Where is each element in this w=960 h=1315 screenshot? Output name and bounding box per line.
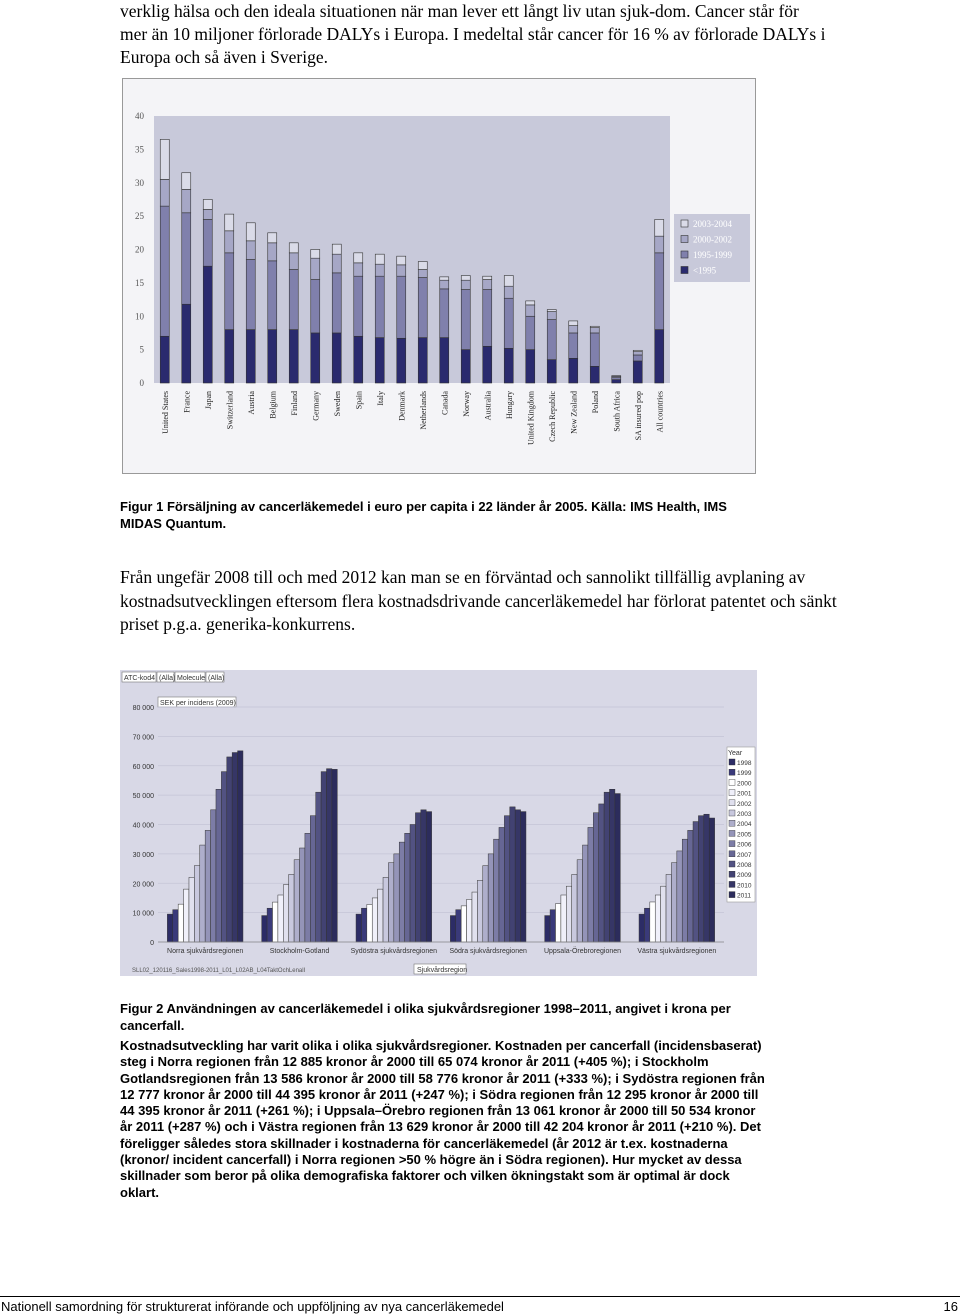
chart-2-legend-year: 2011 [737, 892, 751, 900]
chart-1-bar-finland-2003-2004 [289, 243, 298, 253]
chart-1-x-label: South Africa [612, 391, 622, 432]
chart-2-bar-uppsala-örebroregionen-2006 [588, 827, 593, 942]
chart-1-bar-all-countries-2003-2004 [655, 219, 664, 236]
chart-2-source: SLL02_120116_Sales1998-2011_L01_L02AB_L04TaktOchLenalI [132, 968, 306, 974]
chart-2-bar-sydöstra-sjukvårdsregionen-2006 [399, 842, 404, 942]
chart-2-y-tick: 40 000 [132, 822, 154, 830]
chart-1-bar-france-1995-1999 [182, 213, 191, 304]
chart-2-legend-swatch [729, 871, 735, 877]
chart-1-bar-austria-2003-2004 [246, 223, 255, 241]
chart-1-bar-hungary-2003-2004 [504, 276, 513, 287]
chart-1-bar-new-zealand-2003-2004 [569, 321, 578, 326]
chart-2-legend-swatch [729, 861, 735, 867]
chart-1-y-tick: 35 [135, 144, 144, 155]
chart-2-bar-södra-sjukvårdsregionen-1998 [450, 916, 455, 942]
chart-1-bar-spain-1995 [354, 336, 363, 383]
cost-paragraph [120, 1038, 770, 1201]
chart-2-bar-uppsala-örebroregionen-2010 [610, 789, 615, 942]
chart-2-bar-södra-sjukvårdsregionen-2001 [467, 899, 472, 942]
chart-1-legend-swatch [681, 236, 688, 243]
chart-2-bar-norra-sjukvårdsregionen-2011 [238, 751, 243, 942]
chart-2-bar-stockholm-gotland-2007 [310, 816, 315, 942]
chart-2-bar-uppsala-örebroregionen-2008 [599, 804, 604, 942]
chart-2-bar-uppsala-örebroregionen-2000 [556, 904, 561, 942]
figure-2-caption: Figur 2 Användningen av cancerläkemedel i olika sjukvårdsregioner 1998–2011, angivet i krona per cancerfall. [120, 1001, 731, 1033]
chart-2-bar-södra-sjukvårdsregionen-1999 [456, 910, 461, 942]
chart-1-y-tick: 10 [135, 311, 144, 322]
chart-1-legend-swatch [681, 251, 688, 258]
chart-1-bar-austria-2000-2002 [246, 241, 255, 260]
chart-1-x-label: Norway [461, 391, 471, 417]
chart-1-legend-swatch [681, 267, 688, 274]
figure-2 [120, 670, 757, 976]
chart-2-legend-swatch [729, 790, 735, 796]
figure-1 [122, 78, 756, 474]
cost-body: Kostnaden per cancerfall (incidensbaserat) steg i Norra regionen från 12 885 kronor år 2000 till 65 074 kronor år 2011 (+405 %); i Stockholm Gotlandsregionen från 13 586 kronor år 2000 till 58 776 kronor år 2011 (+333 %); i Sydöstra regionen från 12 777 kronor år 2000 till 44 395 kronor år 2011 (+247 %); i Södra regionen från 12 295 kronor år 2000 till 44 395 kronor år 2011 (+261 %); i Uppsala–Örebro regionen från 13 061 kronor år 2000 till 50 534 kronor år 2011 (+287 %) och i Västra regionen från 13 629 kronor år 2000 till 42 204 kronor år 2011 (+210 %). Det föreligger således stora skillnader i kostnaderna för cancerläkemedel (år 2012 är t.ex. kostnaderna (kronor/ incident cancerfall) i Norra regionen >50 % högre än i Södra regionen). Hur mycket av dessa skillnader som beror på olika demografiska faktorer och vilken ökningstakt som är optimal är dock oklart. [120, 1038, 765, 1200]
chart-2-x-label: Norra sjukvårdsregionen [167, 948, 244, 955]
chart-2-bar-stockholm-gotland-2001 [278, 895, 283, 942]
chart-1-bar-spain-1995-1999 [354, 276, 363, 336]
chart-1-x-label: Czech Republic [547, 391, 557, 442]
chart-2-legend-year: 2003 [737, 811, 752, 818]
chart-1-x-label: United Kingdom [526, 391, 536, 445]
chart-2-bar-södra-sjukvårdsregionen-2011 [521, 812, 526, 942]
chart-1-bar-australia-2003-2004 [483, 276, 492, 279]
chart-1-bar-hungary-1995 [504, 348, 513, 383]
chart-1-bar-sa-insured-pop-2000-2002 [633, 352, 642, 355]
chart-1-bar-hungary-1995-1999 [504, 298, 513, 348]
chart-1-legend-label: 2003-2004 [693, 219, 732, 229]
chart-1-bar-italy-2003-2004 [375, 254, 384, 264]
chart-2-molecule-label: Molecule [177, 675, 206, 682]
chart-2-molecule-value: (Alla) [208, 675, 225, 682]
chart-2-bar-södra-sjukvårdsregionen-2010 [515, 810, 520, 942]
chart-2-legend-swatch [729, 830, 735, 836]
chart-2-bar-norra-sjukvårdsregionen-2001 [184, 889, 189, 942]
chart-2-bar-sydöstra-sjukvårdsregionen-2004 [388, 863, 393, 942]
chart-1-bar-united-kingdom-2000-2002 [526, 305, 535, 316]
chart-1-bar-sa-insured-pop-2003-2004 [633, 350, 642, 351]
cost-heading: Kostnadsutveckling har varit olika i olika sjukvårdsregioner. [120, 1038, 492, 1053]
chart-2-bar-västra-sjukvårdsregionen-2010 [704, 814, 709, 942]
chart-1-bar-new-zealand-1995-1999 [569, 333, 578, 358]
chart-1-bar-australia-2000-2002 [483, 280, 492, 290]
chart-1-bar-australia-1995-1999 [483, 290, 492, 347]
chart-2-bar-västra-sjukvårdsregionen-2006 [682, 839, 687, 942]
chart-1-bar-united-states-1995-1999 [160, 206, 169, 336]
chart-2-bar-västra-sjukvårdsregionen-2001 [655, 895, 660, 942]
chart-2-bar-sydöstra-sjukvårdsregionen-2000 [367, 904, 372, 942]
chart-1-bar-germany-1995-1999 [311, 280, 320, 333]
chart-1-legend-label: 2000-2002 [693, 234, 732, 245]
chart-2-y-tick: 0 [150, 940, 154, 947]
chart-1-x-label: All countries [655, 391, 665, 433]
chart-1-x-label: Hungary [504, 391, 514, 419]
chart-2-bar-södra-sjukvårdsregionen-2003 [477, 880, 482, 942]
chart-2-bar-västra-sjukvårdsregionen-2007 [688, 830, 693, 942]
chart-1-x-label: Netherlands [418, 391, 428, 430]
chart-1-bar-canada-2000-2002 [440, 280, 449, 289]
chart-2-legend-year: 1998 [737, 760, 752, 767]
chart-2-bar-norra-sjukvårdsregionen-2006 [211, 810, 216, 942]
chart-2-bar-västra-sjukvårdsregionen-2008 [693, 822, 698, 942]
chart-2-bar-södra-sjukvårdsregionen-2004 [483, 866, 488, 942]
chart-1-x-label: SA insured pop [633, 391, 643, 441]
chart-1-x-label: Sweden [332, 391, 342, 417]
chart-1-bar-canada-1995 [440, 338, 449, 383]
chart-2-bar-västra-sjukvårdsregionen-2002 [661, 886, 666, 942]
chart-1-bar-spain-2003-2004 [354, 253, 363, 263]
chart-2-legend-year: 2007 [737, 851, 752, 859]
footer-text: Nationell samordning för strukturerat införande och uppföljning av nya cancerläkemedel [1, 1299, 504, 1314]
chart-1-bar-italy-1995 [375, 338, 384, 383]
chart-2-x-label: Stockholm-Gotland [269, 948, 330, 955]
chart-2-legend-year: 2000 [737, 780, 752, 788]
chart-2-bar-sydöstra-sjukvårdsregionen-2001 [372, 898, 377, 942]
chart-2-bar-sydöstra-sjukvårdsregionen-2010 [421, 810, 426, 942]
chart-1-x-label: Australia [483, 391, 493, 421]
chart-1-x-label: Denmark [397, 391, 407, 421]
chart-1-y-tick: 40 [135, 111, 144, 121]
chart-2-legend-swatch [729, 892, 735, 898]
chart-2-bar-västra-sjukvårdsregionen-1999 [644, 908, 649, 942]
chart-2-bar-stockholm-gotland-2009 [321, 772, 326, 942]
chart-1-bar-denmark-1995-1999 [397, 276, 406, 338]
chart-1-bar-switzerland-2000-2002 [225, 231, 234, 253]
chart-1-bar-czech-republic-2000-2002 [547, 312, 556, 320]
chart-1-bar-germany-2000-2002 [311, 258, 320, 279]
chart-2-bar-stockholm-gotland-2003 [289, 874, 294, 942]
chart-1-x-label: Germany [311, 391, 321, 421]
chart-1-bar-united-states-2000-2002 [160, 179, 169, 206]
chart-1-x-label: Poland [590, 391, 600, 414]
chart-1-bar-canada-2003-2004 [440, 277, 449, 280]
chart-1-bar-united-kingdom-1995-1999 [526, 316, 535, 349]
chart-2-bar-västra-sjukvårdsregionen-2000 [650, 902, 655, 942]
chart-2-bar-norra-sjukvårdsregionen-2002 [189, 877, 194, 942]
chart-2-legend-swatch [729, 810, 735, 816]
figure-1-caption: Figur 1 Försäljning av cancerläkemedel i euro per capita i 22 länder år 2005. Källa: IMS Health, IMS MIDAS Quantum. [120, 499, 727, 531]
chart-2-bar-stockholm-gotland-2002 [283, 885, 288, 942]
chart-1-x-label: Italy [375, 391, 385, 406]
chart-1-bar-germany-2003-2004 [311, 250, 320, 259]
chart-1-bar-finland-1995-1999 [289, 270, 298, 330]
chart-2-y-tick: 30 000 [132, 851, 154, 859]
chart-2-bar-södra-sjukvårdsregionen-2000 [461, 906, 466, 942]
chart-1-bar-sweden-1995-1999 [332, 273, 341, 333]
chart-2-bar-stockholm-gotland-2010 [327, 769, 332, 942]
chart-2-bar-stockholm-gotland-2000 [273, 902, 278, 942]
chart-2-bar-sydöstra-sjukvårdsregionen-2011 [426, 812, 431, 942]
chart-1-legend-swatch [681, 220, 688, 227]
page-number: 16 [943, 1299, 958, 1314]
chart-2-legend-year: 2002 [737, 800, 752, 808]
chart-1-x-label: Spain [354, 391, 364, 410]
chart-1-bar-japan-2000-2002 [203, 209, 212, 219]
chart-1-x-label: Belgium [268, 391, 278, 419]
chart-1-bar-united-kingdom-2003-2004 [526, 301, 535, 305]
chart-1-bar-poland-2003-2004 [590, 326, 599, 327]
chart-2-bar-uppsala-örebroregionen-2005 [583, 845, 588, 942]
chart-1-bar-denmark-1995 [397, 338, 406, 383]
chart-1-bar-italy-1995-1999 [375, 276, 384, 337]
chart-1-y-tick: 0 [139, 378, 144, 388]
chart-2-legend-swatch [729, 769, 735, 775]
chart-1-bar-canada-1995-1999 [440, 289, 449, 338]
chart-1-bar-all-countries-2000-2002 [655, 236, 664, 253]
chart-1-bar-belgium-2000-2002 [268, 243, 277, 261]
chart-2-bar-uppsala-örebroregionen-2003 [572, 874, 577, 942]
chart-1-bar-sweden-2003-2004 [332, 244, 341, 254]
chart-1-bar-south-africa-1995 [612, 380, 621, 383]
chart-1-y-tick: 30 [135, 177, 144, 188]
chart-2-bar-uppsala-örebroregionen-2002 [566, 886, 571, 942]
chart-1-bar-czech-republic-1995-1999 [547, 320, 556, 360]
chart-2-bar-stockholm-gotland-2011 [332, 769, 337, 942]
chart-2-legend-year: 2010 [737, 882, 752, 890]
chart-2-legend-year: 2009 [737, 872, 752, 880]
middle-paragraph: Från ungefär 2008 till och med 2012 kan man se en förväntad och sannolikt tillfällig avplaning av kostnadsutvecklingen eftersom flera kostnadsdrivande cancerläkemedel har förlorat patentet och sänkt priset p.g.a. generika-konkurrens. [120, 567, 837, 634]
figure-1-chart [122, 78, 756, 474]
chart-2-bar-södra-sjukvårdsregionen-2008 [504, 816, 509, 942]
chart-2-bar-norra-sjukvårdsregionen-2010 [232, 753, 237, 942]
chart-2-bar-södra-sjukvårdsregionen-2002 [472, 892, 477, 942]
chart-2-bar-norra-sjukvårdsregionen-1999 [173, 910, 178, 942]
chart-1-x-label: Switzerland [225, 391, 235, 430]
chart-2-legend-year: 2008 [737, 862, 752, 869]
chart-2-bar-sydöstra-sjukvårdsregionen-2005 [394, 854, 399, 942]
chart-1-bar-australia-1995 [483, 346, 492, 383]
chart-2-bar-norra-sjukvårdsregionen-2007 [216, 789, 221, 942]
chart-1-bar-czech-republic-2003-2004 [547, 310, 556, 312]
chart-1-x-label: France [182, 391, 192, 413]
chart-1-bar-switzerland-1995-1999 [225, 253, 234, 330]
chart-2-bar-sydöstra-sjukvårdsregionen-2003 [383, 877, 388, 942]
chart-1-bar-france-2003-2004 [182, 173, 191, 190]
chart-1-bar-netherlands-2003-2004 [418, 262, 427, 270]
chart-1-bar-finland-1995 [289, 330, 298, 383]
chart-1-bar-new-zealand-1995 [569, 358, 578, 383]
chart-1-bar-czech-republic-1995 [547, 360, 556, 383]
chart-1-bar-germany-1995 [311, 333, 320, 383]
chart-2-bar-norra-sjukvårdsregionen-2005 [205, 830, 210, 942]
chart-2-bar-uppsala-örebroregionen-2007 [593, 813, 598, 942]
chart-2-legend-year: 2005 [737, 831, 752, 839]
chart-1-bar-austria-1995 [246, 330, 255, 383]
chart-2-bar-södra-sjukvårdsregionen-2009 [510, 807, 515, 942]
chart-2-bar-sydöstra-sjukvårdsregionen-2008 [410, 825, 415, 943]
chart-2-legend-swatch [729, 881, 735, 887]
chart-2-bar-uppsala-örebroregionen-2009 [604, 792, 609, 942]
chart-2-x-field: Sjukvårdsregion [417, 967, 468, 974]
chart-1-bar-united-states-2003-2004 [160, 139, 169, 179]
chart-2-bar-södra-sjukvårdsregionen-2007 [499, 827, 504, 942]
chart-2-legend-swatch [729, 820, 735, 826]
chart-2-bar-uppsala-örebroregionen-1998 [545, 916, 550, 942]
chart-2-bar-norra-sjukvårdsregionen-1998 [167, 914, 172, 942]
chart-2-y-tick: 20 000 [132, 881, 154, 889]
chart-2-bar-norra-sjukvårdsregionen-2004 [200, 845, 205, 942]
chart-2-legend-swatch [729, 800, 735, 806]
chart-1-bar-united-kingdom-1995 [526, 350, 535, 383]
chart-1-bar-sweden-2000-2002 [332, 254, 341, 273]
chart-2-bar-uppsala-örebroregionen-2004 [577, 860, 582, 942]
chart-1-bar-denmark-2000-2002 [397, 265, 406, 276]
chart-1-x-label: Austria [246, 391, 256, 415]
chart-1-bar-new-zealand-2000-2002 [569, 326, 578, 333]
chart-1-bar-france-1995 [182, 304, 191, 383]
chart-1-bar-italy-2000-2002 [375, 264, 384, 276]
chart-1-y-tick: 25 [135, 211, 144, 222]
chart-1-bar-netherlands-1995 [418, 338, 427, 383]
chart-1-y-tick: 20 [135, 244, 144, 255]
chart-1-x-label: Finland [289, 391, 299, 416]
chart-1-bar-all-countries-1995 [655, 330, 664, 383]
chart-2-bar-norra-sjukvårdsregionen-2003 [194, 866, 199, 942]
chart-2-bar-stockholm-gotland-1999 [267, 908, 272, 942]
chart-1-legend-label: <1995 [693, 265, 717, 276]
chart-2-bar-västra-sjukvårdsregionen-2003 [666, 874, 671, 942]
chart-2-bar-stockholm-gotland-2008 [316, 792, 321, 942]
chart-1-bar-all-countries-1995-1999 [655, 253, 664, 330]
chart-1-bar-united-states-1995 [160, 336, 169, 383]
chart-1-bar-norway-2003-2004 [461, 276, 470, 281]
chart-2-bar-södra-sjukvårdsregionen-2005 [488, 854, 493, 942]
chart-2-bar-sydöstra-sjukvårdsregionen-2002 [378, 889, 383, 942]
chart-1-bar-hungary-2000-2002 [504, 286, 513, 298]
chart-2-y-tick: 70 000 [132, 734, 154, 742]
chart-1-bar-south-africa-1995-1999 [612, 378, 621, 380]
chart-1-bar-switzerland-1995 [225, 330, 234, 383]
chart-1-legend-label: 1995-1999 [693, 250, 732, 260]
chart-2-x-label: Uppsala-Örebroregionen [543, 948, 622, 955]
chart-1-y-tick: 15 [135, 277, 144, 288]
chart-2-bar-norra-sjukvårdsregionen-2000 [178, 904, 183, 942]
chart-2-legend-year: 1999 [737, 770, 752, 778]
chart-2-bar-sydöstra-sjukvårdsregionen-2007 [405, 833, 410, 942]
chart-2-bar-västra-sjukvårdsregionen-1998 [639, 914, 644, 942]
chart-2-y-tick: 10 000 [132, 910, 154, 918]
chart-2-bar-södra-sjukvårdsregionen-2006 [494, 839, 499, 942]
chart-2-atc-value: (Alla) [159, 675, 176, 682]
chart-2-bar-uppsala-örebroregionen-2001 [561, 895, 566, 942]
chart-2-bar-sydöstra-sjukvårdsregionen-1998 [356, 914, 361, 942]
chart-1-x-label: Canada [440, 391, 450, 415]
figure-2-chart [120, 670, 757, 976]
chart-2-y-tick: 60 000 [132, 763, 154, 771]
chart-1-bar-japan-1995 [203, 266, 212, 383]
chart-2-legend-title: Year [728, 750, 743, 757]
chart-1-bar-netherlands-1995-1999 [418, 278, 427, 338]
chart-2-x-label: Västra sjukvårdsregionen [637, 948, 717, 955]
chart-1-bar-poland-1995 [590, 366, 599, 383]
chart-1-bar-finland-2000-2002 [289, 253, 298, 270]
chart-2-bar-stockholm-gotland-2005 [300, 848, 305, 942]
chart-2-x-label: Södra sjukvårdsregionen [449, 948, 527, 955]
chart-1-bar-switzerland-2003-2004 [225, 214, 234, 231]
chart-1-x-label: New Zealand [569, 391, 579, 434]
chart-1-bar-sa-insured-pop-1995-1999 [633, 355, 642, 361]
chart-2-y-tick: 50 000 [132, 793, 154, 801]
chart-1-bar-belgium-2003-2004 [268, 233, 277, 243]
chart-1-bar-norway-1995-1999 [461, 290, 470, 350]
chart-1-bar-norway-1995 [461, 350, 470, 383]
page-footer [0, 1296, 960, 1315]
chart-2-bar-uppsala-örebroregionen-2011 [615, 794, 620, 942]
chart-2-y-tick: 80 000 [132, 705, 154, 712]
chart-1-bar-denmark-2003-2004 [397, 256, 406, 265]
chart-2-legend-year: 2006 [737, 841, 752, 849]
chart-1-bar-belgium-1995-1999 [268, 261, 277, 330]
chart-2-measure-label: SEK per incidens (2009) [160, 700, 236, 707]
chart-2-bar-västra-sjukvårdsregionen-2005 [677, 851, 682, 942]
chart-2-bar-sydöstra-sjukvårdsregionen-2009 [415, 813, 420, 942]
chart-1-bar-france-2000-2002 [182, 189, 191, 212]
chart-2-bar-stockholm-gotland-2004 [294, 860, 299, 942]
chart-1-bar-japan-2003-2004 [203, 199, 212, 209]
chart-2-bar-norra-sjukvårdsregionen-2008 [221, 772, 226, 942]
chart-1-y-tick: 5 [139, 344, 144, 355]
chart-1-bar-belgium-1995 [268, 330, 277, 383]
chart-1-x-label: United States [160, 391, 170, 434]
chart-2-bar-västra-sjukvårdsregionen-2004 [671, 863, 676, 942]
chart-1-bar-austria-1995-1999 [246, 260, 255, 330]
intro-paragraph: verklig hälsa och den ideala situationen när man lever ett långt liv utan sjuk-dom. Cancer står för mer än 10 miljoner förlorade DALYs i Europa. I medeltal står cancer för 16 % av förlorade DALYs i Europa och så även i Sverige. [120, 1, 826, 67]
chart-2-bar-stockholm-gotland-1998 [262, 916, 267, 942]
chart-2-bar-västra-sjukvårdsregionen-2009 [698, 816, 703, 942]
chart-1-bar-spain-2000-2002 [354, 263, 363, 276]
chart-1-bar-poland-1995-1999 [590, 333, 599, 366]
chart-2-bar-västra-sjukvårdsregionen-2011 [709, 818, 714, 942]
chart-2-bar-norra-sjukvårdsregionen-2009 [227, 757, 232, 942]
chart-2-legend-swatch [729, 759, 735, 765]
chart-1-bar-sweden-1995 [332, 333, 341, 383]
chart-1-bar-sa-insured-pop-1995 [633, 361, 642, 383]
chart-2-legend-swatch [729, 779, 735, 785]
chart-2-legend-swatch [729, 841, 735, 847]
chart-1-bar-poland-2000-2002 [590, 328, 599, 333]
chart-1-x-label: Japan [203, 391, 213, 410]
chart-1-bar-south-africa-2003-2004 [612, 376, 621, 377]
chart-2-bar-uppsala-örebroregionen-1999 [550, 910, 555, 942]
chart-2-bar-stockholm-gotland-2006 [305, 833, 310, 942]
chart-1-bar-netherlands-2000-2002 [418, 270, 427, 278]
chart-2-atc-label: ATC-kod4 [124, 675, 155, 682]
chart-2-x-label: Sydöstra sjukvårdsregionen [350, 948, 438, 955]
chart-1-bar-norway-2000-2002 [461, 280, 470, 289]
chart-2-legend-year: 2001 [737, 790, 752, 798]
chart-1-bar-japan-1995-1999 [203, 219, 212, 266]
chart-2-bar-sydöstra-sjukvårdsregionen-1999 [361, 908, 366, 942]
chart-2-legend-swatch [729, 851, 735, 857]
chart-2-legend-year: 2004 [737, 821, 752, 829]
